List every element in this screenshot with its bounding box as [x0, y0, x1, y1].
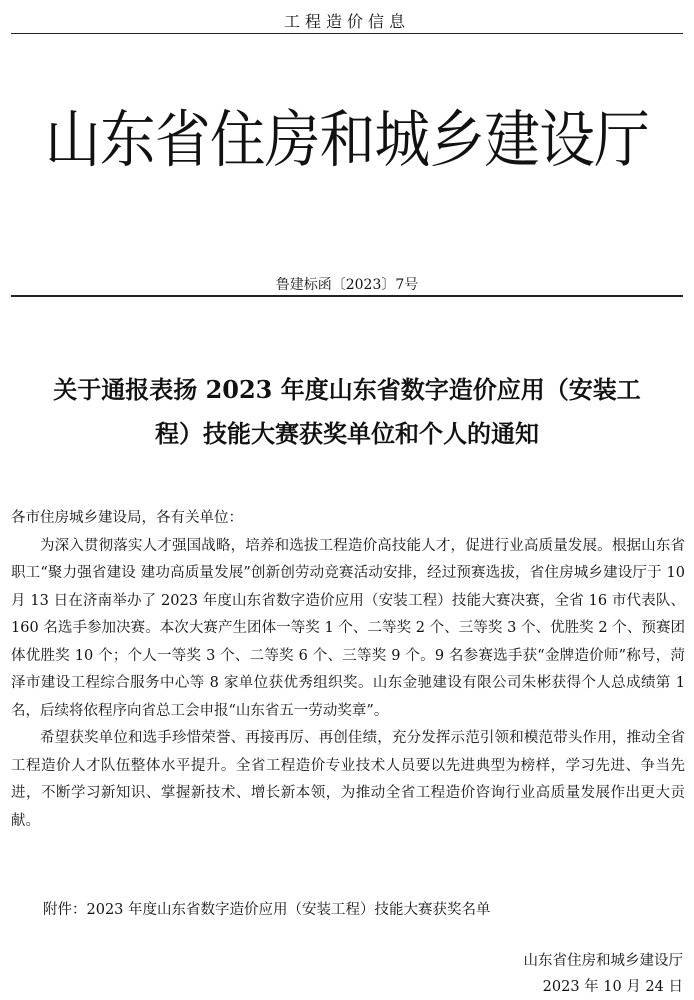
document-title	[18, 368, 676, 456]
body-paragraph-2: 希望获奖单位和选手珍惜荣誉、再接再厉、再创佳绩，充分发挥示范引领和模范带头作用，推动全省工程造价人才队伍整体水平提升。全省工程造价专业技术人员要以先进典型为榜样，学习先进、争当先进，不断学习新知识、掌握新技术、增长新本领，为推动全省工程造价咨询行业高质量发展作出更大贡献。	[11, 730, 685, 829]
attachment-note: 附件：2023 年度山东省数字造价应用（安装工程）技能大赛获奖名单	[43, 902, 491, 918]
document-title-line-2: 程）技能大赛获奖单位和个人的通知	[155, 419, 539, 448]
signature-organization: 山东省住房和城乡建设厅	[523, 953, 683, 969]
document-body	[11, 505, 685, 835]
document-number: 鲁建标函〔2023〕7号	[275, 277, 419, 293]
document-title-line-1: 关于通报表扬 2023 年度山东省数字造价应用（安装工	[53, 375, 641, 404]
header-divider	[11, 33, 683, 34]
masthead-divider	[11, 295, 683, 297]
salutation: 各市住房城乡建设局，各有关单位：	[11, 510, 243, 526]
issuer-masthead: 山东省住房和城乡建设厅	[45, 103, 649, 176]
running-header: 工程造价信息	[283, 12, 410, 31]
body-paragraph-1: 为深入贯彻落实人才强国战略，培养和选拔工程造价高技能人才，促进行业高质量发展。根据山东省职工“聚力强省建设 建功高质量发展”创新创劳动竞赛活动安排，经过预赛选拔，省住房城乡建设厅于 10 月 13 日在济南举办了 2023 年度山东省数字造价应用（安装工程）技能大赛决赛，全省 16 市代表队、160 名选手参加决赛。本次大赛产生团体一等奖 1 个、二等奖 2 个、三等奖 3 个、优胜奖 2 个、预赛团体优胜奖 10 个；个人一等奖 3 个、二等奖 6 个、三等奖 9 个。9 名参赛选手获“金牌造价师”称号，菏泽市建设工程综合服务中心等 8 家单位获优秀组织奖。山东金驰建设有限公司朱彬获得个人总成绩第 1 名，后续将依程序向省总工会申报“山东省五一劳动奖章”。	[11, 537, 685, 719]
signature-date: 2023 年 10 月 24 日	[542, 979, 683, 995]
signature-block	[524, 948, 684, 1000]
